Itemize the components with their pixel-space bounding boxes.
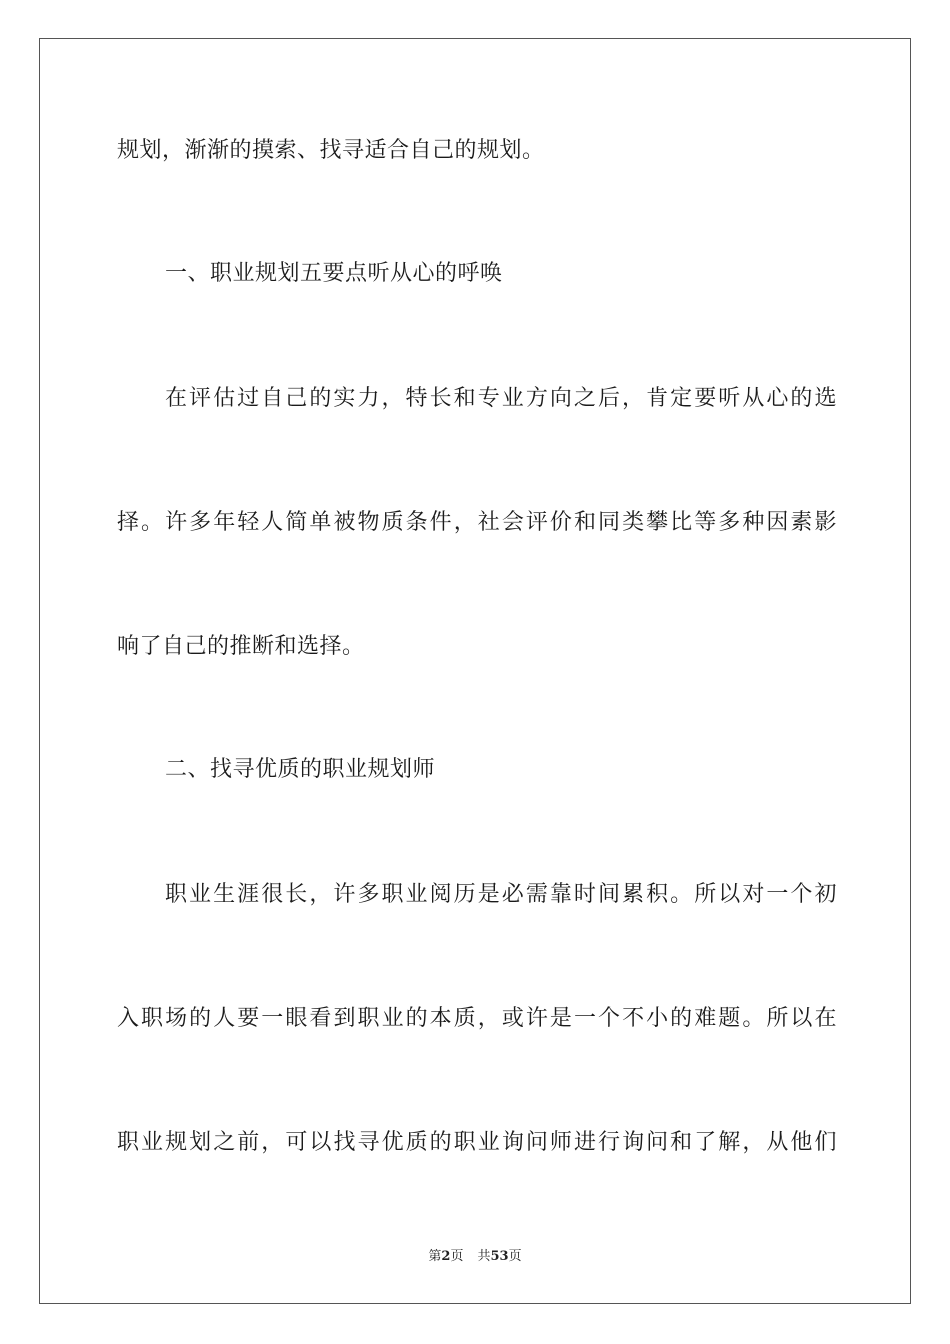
section-heading-1: 一、职业规划五要点听从心的呼唤	[165, 261, 503, 286]
paragraph-line-7: 职业规划之前，可以找寻优质的职业询问师进行询问和了解，从他们	[117, 1130, 837, 1155]
page-footer	[0, 1248, 950, 1266]
paragraph-line-1: 规划，渐渐的摸索、找寻适合自己的规划。	[117, 138, 545, 163]
paragraph-line-4: 响了自己的推断和选择。	[117, 634, 365, 659]
page-border	[39, 38, 911, 1304]
footer-total-prefix: 共	[477, 1249, 491, 1264]
footer-total-suffix: 页	[508, 1249, 522, 1264]
section-heading-2: 二、找寻优质的职业规划师	[165, 757, 436, 782]
paragraph-line-3: 择。许多年轻人简单被物质条件，社会评价和同类攀比等多种因素影	[117, 510, 837, 535]
footer-prefix: 第	[428, 1249, 442, 1264]
paragraph-line-6: 入职场的人要一眼看到职业的本质，或许是一个不小的难题。所以在	[117, 1006, 837, 1031]
total-pages-number: 53	[490, 1249, 509, 1264]
footer-page-suffix: 页	[450, 1249, 464, 1264]
current-page-number: 2	[441, 1249, 451, 1264]
paragraph-line-2: 在评估过自己的实力，特长和专业方向之后，肯定要听从心的选	[165, 386, 837, 411]
paragraph-line-5: 职业生涯很长，许多职业阅历是必需靠时间累积。所以对一个初	[165, 882, 837, 907]
